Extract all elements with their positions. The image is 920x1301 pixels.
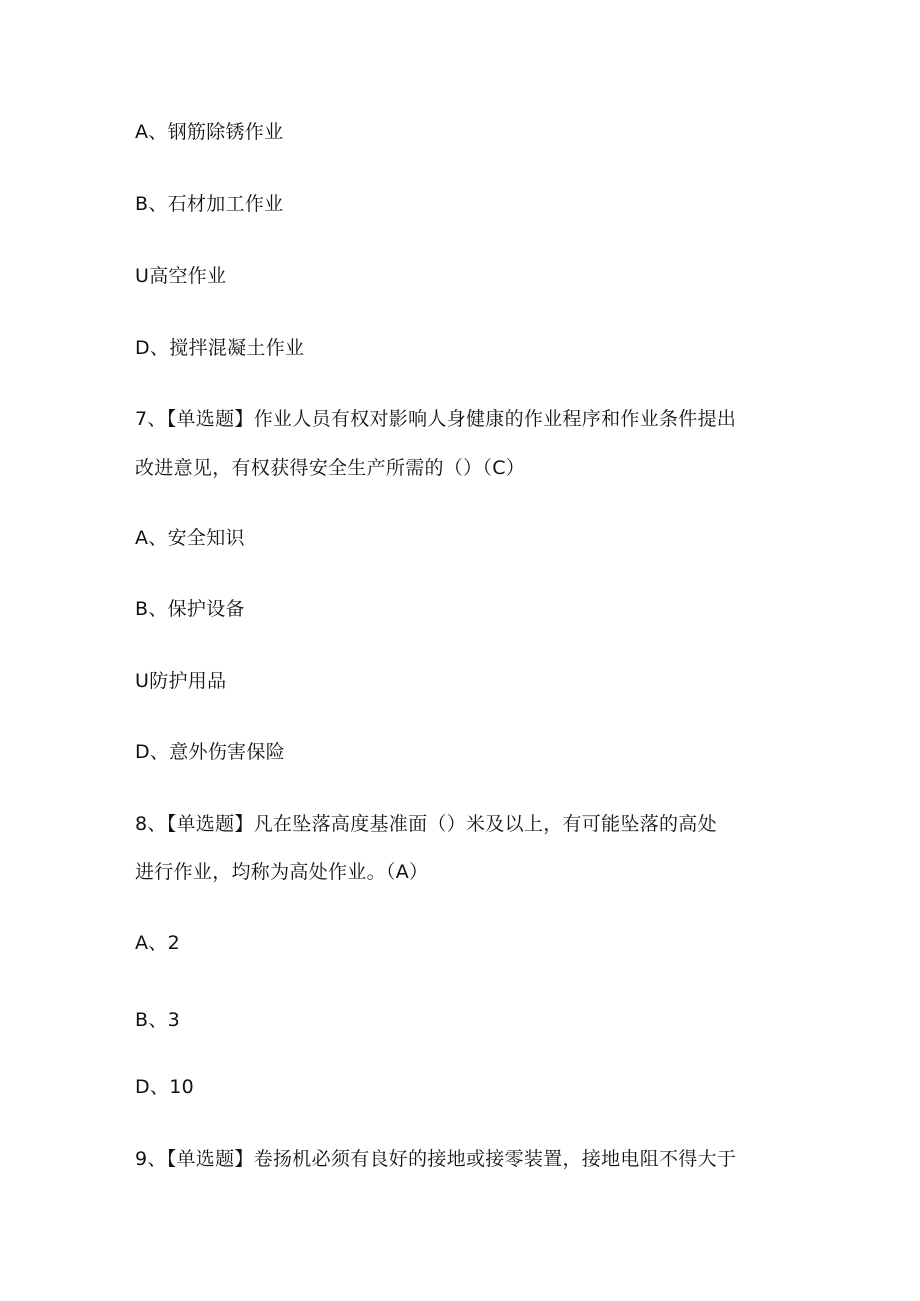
q6-option-c: U高空作业 — [135, 265, 227, 287]
q6-option-a: A、钢筋除锈作业 — [135, 121, 284, 143]
q8-option-b: B、3 — [135, 1009, 181, 1031]
q7-option-c: U防护用品 — [135, 670, 227, 692]
q9-question-line-1: 9、【单选题】卷扬机必须有良好的接地或接零装置，接地电阻不得大于 — [135, 1148, 737, 1170]
q8-question-line-1: 8、【单选题】凡在坠落高度基准面（）米及以上，有可能坠落的高处 — [135, 813, 717, 835]
q8-question-line-2: 进行作业，均称为高处作业。（A） — [135, 861, 429, 883]
q7-option-a: A、安全知识 — [135, 527, 245, 549]
q8-option-d: D、10 — [135, 1076, 195, 1098]
q8-option-a: A、2 — [135, 932, 180, 954]
q6-option-b: B、石材加工作业 — [135, 193, 284, 215]
q7-option-d: D、意外伤害保险 — [135, 741, 286, 763]
q7-option-b: B、保护设备 — [135, 598, 245, 620]
q6-option-d: D、搅拌混凝土作业 — [135, 337, 305, 359]
q7-question-line-2: 改进意见，有权获得安全生产所需的（）（C） — [135, 457, 526, 479]
q7-question-line-1: 7、【单选题】作业人员有权对影响人身健康的作业程序和作业条件提出 — [135, 408, 737, 430]
